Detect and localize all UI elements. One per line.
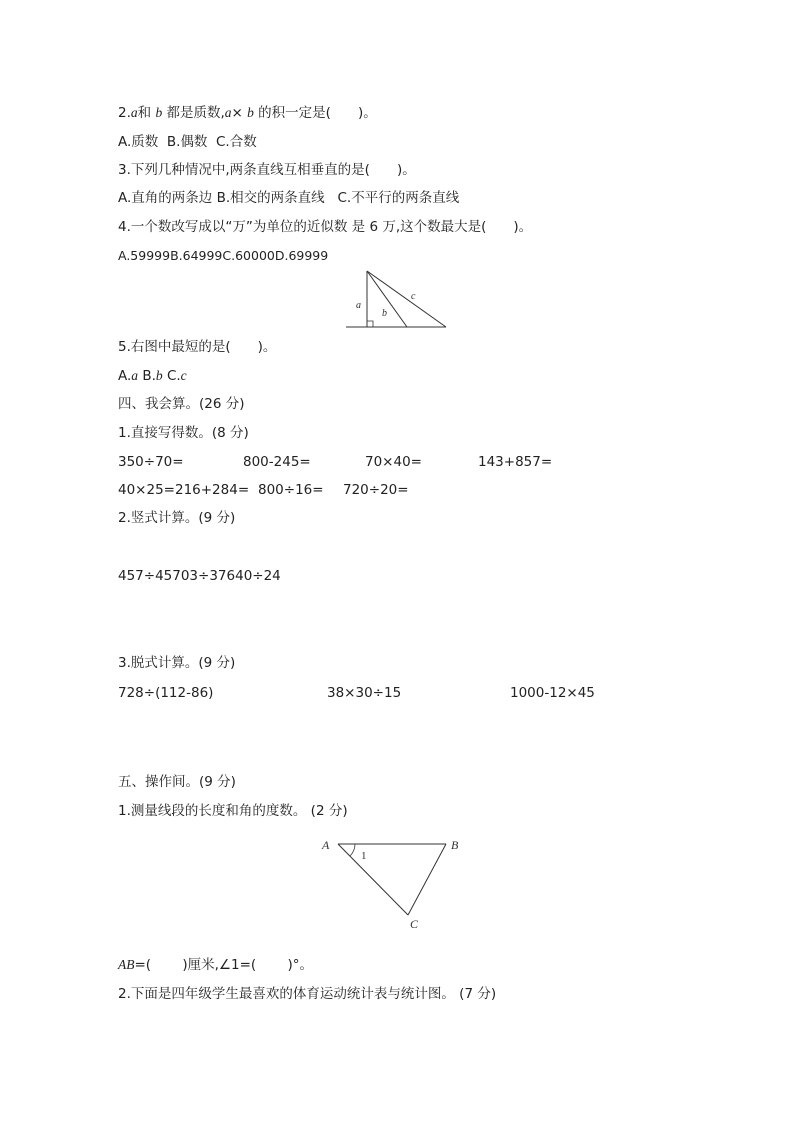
question-4: 4.一个数改写成以“万”为单位的近似数 是 6 万,这个数最大是( )。 [118,219,533,235]
section-4-title: 四、我会算。(26 分) [118,396,245,412]
measure-answer-line: AB=( )厘米,∠1=( )°。 [118,957,314,973]
vertex-label-b: B [451,838,459,852]
vertex-label-a: A [322,838,330,852]
label-b: b [382,308,387,319]
question-2-options: A.质数 B.偶数 C.合数 [118,134,257,150]
question-4-options: A.59999B.64999C.60000D.69999 [118,248,329,263]
question-3: 3.下列几种情况中,两条直线互相垂直的是( )。 [118,162,416,178]
var-b: b [155,105,163,120]
section-4-part-1-title: 1.直接写得数。(8 分) [118,425,249,441]
section-5-title: 五、操作间。(9 分) [118,774,236,790]
question-5: 5.右图中最短的是( )。 [118,339,277,355]
angle-1-arc [350,844,355,856]
section-4-part-2-title: 2.竖式计算。(9 分) [118,510,236,526]
mental-math-item: 70×40= [365,454,422,470]
mental-math-item: 800-245= [243,454,311,470]
segment-c [367,271,446,327]
section-4-part-3-title: 3.脱式计算。(9 分) [118,655,236,671]
side-bc [408,844,446,915]
step-calc-item: 1000-12×45 [510,685,595,701]
triangle-figure-abc-measure [318,834,468,934]
mental-math-item: 40×25=216+284= [118,482,250,498]
mental-math-item: 800÷16= [258,482,324,498]
step-calc-item: 728÷(112-86) [118,685,214,701]
vertical-calc-expressions: 457÷45703÷37640÷24 [118,568,281,584]
angle-label-1: 1 [361,850,367,862]
label-c: c [411,291,416,302]
mental-math-item: 350÷70= [118,454,184,470]
mental-math-item: 720÷20= [343,482,409,498]
triangle-figure-abc [340,266,452,332]
section-5-part-1-title: 1.测量线段的长度和角的度数。 (2 分) [118,803,348,819]
side-ac [338,844,408,915]
label-a: a [356,300,361,311]
vertex-label-c: C [410,917,419,931]
question-5-options: A.a B.b C.c [118,368,187,384]
step-calc-item: 38×30÷15 [327,685,402,701]
segment-ab-label: AB [118,957,135,972]
segment-b [367,271,407,327]
question-3-options: A.直角的两条边 B.相交的两条直线 C.不平行的两条直线 [118,190,460,206]
section-5-part-2-title: 2.下面是四年级学生最喜欢的体育运动统计表与统计图。 (7 分) [118,986,497,1002]
question-2: 2.a和 b 都是质数,a× b 的积一定是( )。 [118,105,377,121]
var-a: a [130,105,138,120]
mental-math-item: 143+857= [478,454,553,470]
right-angle-mark [367,321,373,327]
